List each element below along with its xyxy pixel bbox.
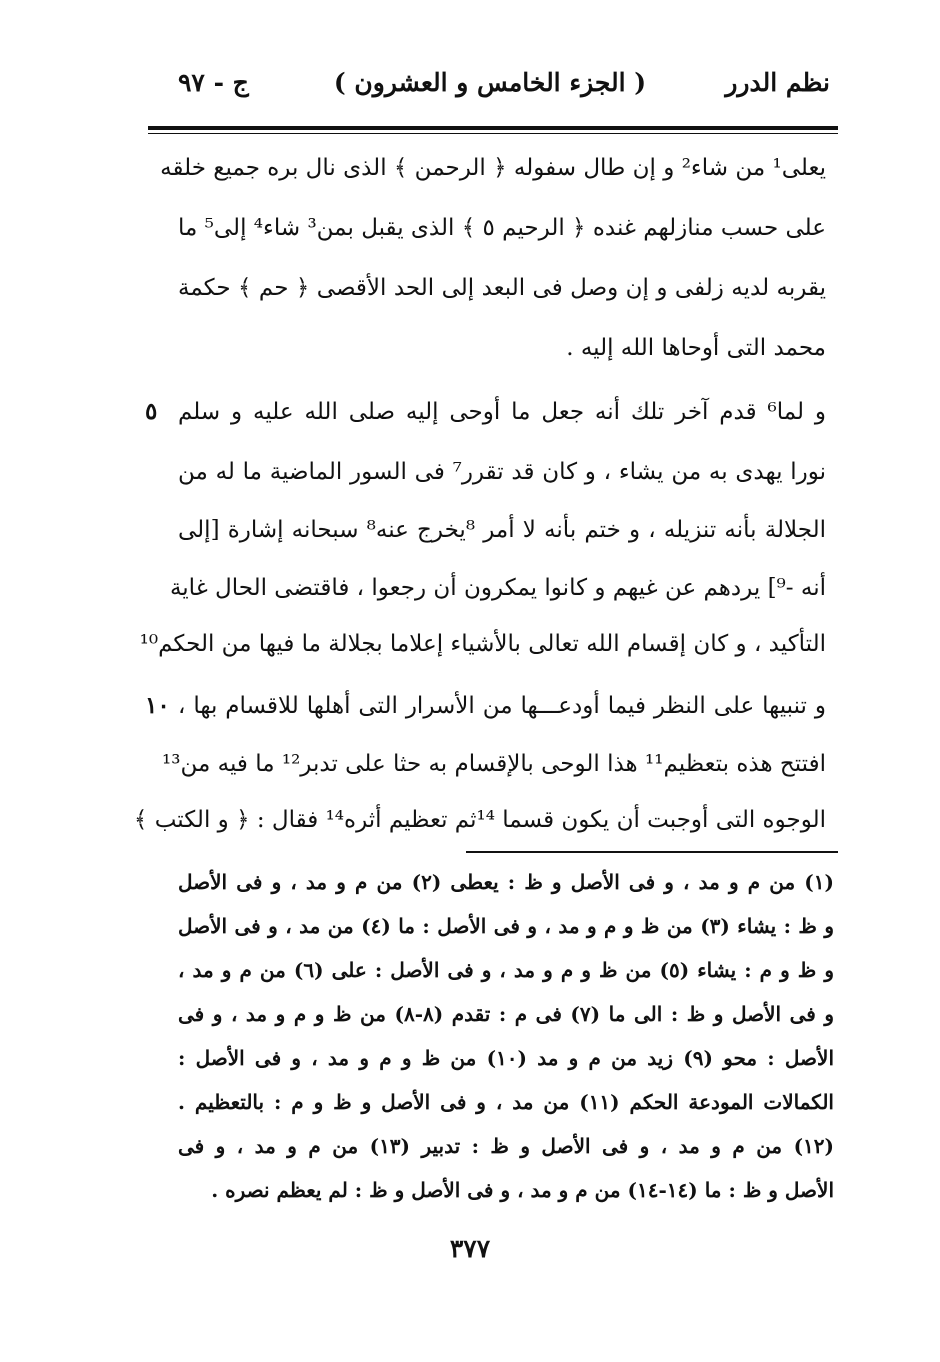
footnote-line: (١) من م و مد ، و فى الأصل و ظ : يعطى (٢) من م و مد ، و فى الأصل: [178, 870, 834, 894]
text-line: محمد التى أوحاها الله إليه .: [566, 335, 826, 361]
text-line: التأكيد ، و كان إقسام الله تعالى بالأشياء إعلاما بجلالة ما فيها من الحكم¹⁰: [139, 631, 826, 657]
text-line: الجلالة بأنه تنزيله ، و ختم بأنه لا أمر ⁸يخرج عنه⁸ سبحانه إشارة [إلى: [178, 517, 826, 543]
footnote-line: الأصل و ظ : ما (١٤-١٤) من م و مد ، و فى الأصل و ظ : لم يعظم نصره .: [211, 1178, 834, 1202]
header-rule-thin: [148, 133, 838, 134]
text-line: يقربه لديه زلفى و إن وصل فى البعد إلى الحد الأقصى ﴿ حم ﴾ حكمة: [178, 275, 826, 301]
text-line: يعلى¹ من شاء² و إن طال سفوله ﴿ الرحمن ﴾ الذى نال بره جميع خلقه: [160, 155, 826, 181]
text-line: الوجوه التى أوجبت أن يكون قسما ¹⁴ثم تعظيم أثره¹⁴ فقال : ﴿ و الكتب ﴾: [133, 807, 826, 833]
line-number-5: ٥: [145, 398, 158, 425]
footnote-line: (١٢) من م و مد ، و فى الأصل و ظ : تدبير (١٣) من م و مد ، و فى: [178, 1134, 834, 1158]
text-line: نورا يهدى به من يشاء ، و كان قد تقرر⁷ فى السور الماضية ما له من: [178, 459, 826, 485]
text-line: و لما⁶ قدم آخر تلك أنه جعل ما أوحى إليه صلى الله عليه و سلم: [178, 399, 826, 425]
text-line: افتتح هذه بتعظيم¹¹ هذا الوحى بالإقسام به حثا على تدبر¹² ما فيه من¹³: [162, 751, 826, 777]
volume-reference: ج - ٩٧: [178, 68, 249, 97]
line-number-10: ١٠: [145, 692, 170, 719]
running-header: [150, 62, 830, 114]
text-line: و تنبيها على النظر فيما أودعـــها من الأسرار التى أهلها للاقسام بها ،: [178, 693, 826, 719]
text-line: على حسب منازلهم غنده ﴿ الرحيم ٥ ﴾ الذى يقبل بمن³ شاء⁴ إلى⁵ ما: [178, 215, 827, 241]
page-number: ٣٧٧: [449, 1234, 491, 1263]
book-title: نظم الدرر: [725, 68, 830, 97]
footnote-rule: [466, 851, 838, 853]
part-title: ( الجزء الخامس و العشرون ): [333, 68, 647, 97]
footnote-line: الكمالات المودعة الحكم (١١) من مد ، و فى الأصل و ظ و م : بالتعظيم .: [178, 1090, 834, 1114]
footnote-line: الأصل : محو (٩) زيد من م و مد (١٠) من ظ و م و مد ، و فى الأصل :: [178, 1046, 835, 1070]
footnote-line: و ظ : يشاء (٣) من ظ و م و مد ، و فى الأصل : ما (٤) من مد ، و فى الأصل: [178, 914, 834, 938]
header-rule-thick: [148, 126, 838, 130]
footnote-line: و ظ و م : يشاء (٥) من ظ و م و مد ، و فى الأصل : على (٦) من م و مد ،: [178, 958, 834, 982]
footnote-line: و فى الأصل و ظ : الى ما (٧) فى م : تقدم (٨-٨) من ظ و م و مد ، و فى: [178, 1002, 834, 1026]
text-line: أنه -⁹] يردهم عن غيهم و كانوا يمكرون أن رجعوا ، فاقتضى الحال غاية: [169, 575, 826, 601]
